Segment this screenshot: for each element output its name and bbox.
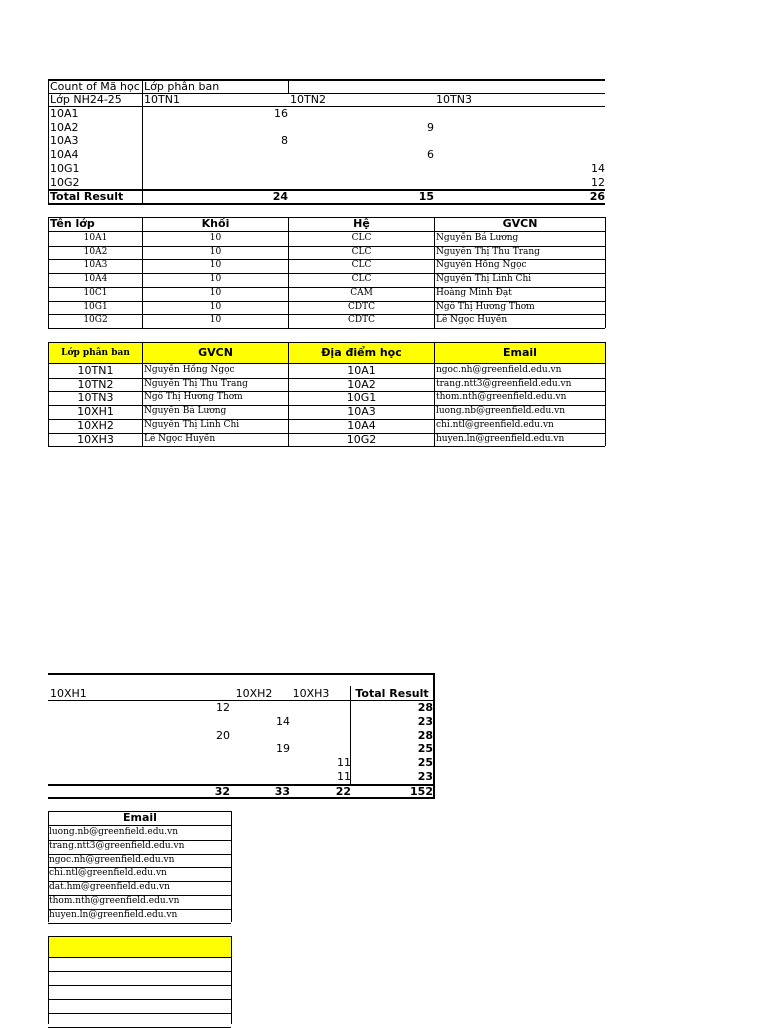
pivot1-row-label: 10A4 xyxy=(50,148,79,162)
pivot2-col-header: 10XH3 xyxy=(292,687,330,700)
electives-cell: 10A3 xyxy=(347,405,376,419)
pivot1-cell: 14 xyxy=(591,161,605,175)
pivot1-row-label: 10A3 xyxy=(50,134,79,148)
empty-table-header-fill xyxy=(48,936,231,957)
classes-cell: 10G1 xyxy=(83,301,108,312)
classes-cell: 10G2 xyxy=(83,315,108,326)
classes-cell: 10 xyxy=(209,246,222,257)
electives-cell: 10G1 xyxy=(346,391,377,405)
electives-cell: 10XH2 xyxy=(77,418,114,432)
email-list-item: dat.hm@greenfield.edu.vn xyxy=(49,882,170,893)
classes-cell: CDTC xyxy=(348,315,375,326)
electives-cell: 10XH1 xyxy=(77,405,114,419)
electives-cell: Nguyễn Bá Lương xyxy=(144,406,227,417)
electives-header: Lớp phân ban xyxy=(61,348,130,358)
pivot1-row-field: Lớp NH24-25 xyxy=(50,93,122,106)
classes-cell: CLC xyxy=(351,260,372,271)
pivot2-cell: 11 xyxy=(337,770,351,783)
classes-header: GVCN xyxy=(502,217,538,230)
classes-cell: Ngô Thị Hương Thơm xyxy=(436,301,535,312)
electives-cell: trang.ntt3@greenfield.edu.vn xyxy=(436,378,572,389)
pivot1-corner: Count of Mã học xyxy=(50,80,140,93)
classes-cell: 10A3 xyxy=(83,260,108,271)
pivot1-col-field: Lớp phân ban xyxy=(144,80,220,93)
classes-cell: 10A4 xyxy=(83,274,108,285)
pivot1-total: 26 xyxy=(589,190,605,203)
pivot2-total: 22 xyxy=(335,785,351,798)
electives-cell: Ngô Thị Hương Thơm xyxy=(144,392,243,403)
pivot1-total: 24 xyxy=(272,190,288,203)
pivot2-cell: 28 xyxy=(417,728,433,742)
pivot1-cell: 16 xyxy=(274,107,288,120)
pivot1-row-label: 10A1 xyxy=(50,107,79,120)
electives-cell: 10TN1 xyxy=(77,364,114,377)
classes-cell: 10 xyxy=(209,233,222,243)
electives-cell: 10A2 xyxy=(347,377,376,391)
pivot1-cell: 12 xyxy=(591,175,605,189)
email-list-item: thom.nth@greenfield.edu.vn xyxy=(49,896,180,906)
classes-cell: 10 xyxy=(209,315,222,326)
pivot2-col-header: 10XH1 xyxy=(50,687,87,700)
pivot2-cell: 11 xyxy=(337,756,351,770)
electives-cell: Lê Ngọc Huyền xyxy=(144,433,216,444)
classes-cell: 10A1 xyxy=(83,233,108,243)
empty-table-row-line xyxy=(48,971,231,972)
classes-cell: Nguyễn Thị Linh Chi xyxy=(436,274,532,285)
pivot2-cell: 25 xyxy=(417,742,433,756)
pivot2-total: 32 xyxy=(214,785,230,798)
electives-cell: 10A4 xyxy=(347,418,376,432)
pivot2-total: 33 xyxy=(274,785,290,798)
electives-cell: 10TN2 xyxy=(77,377,114,391)
electives-cell: Nguyễn Thị Thu Trang xyxy=(144,378,248,389)
electives-cell: 10A1 xyxy=(347,364,376,377)
pivot1-cell: 6 xyxy=(427,148,434,162)
pivot2-col-header: 10XH2 xyxy=(235,687,273,700)
electives-cell: chi.ntl@greenfield.edu.vn xyxy=(436,419,554,430)
classes-cell: Nguyễn Bá Lương xyxy=(436,233,519,243)
electives-header: Địa điểm học xyxy=(321,346,402,359)
pivot2-cell: 28 xyxy=(417,701,433,714)
electives-cell: 10TN3 xyxy=(77,391,114,405)
electives-cell: 10G2 xyxy=(346,432,377,446)
pivot1-col-header: 10TN3 xyxy=(436,93,472,106)
empty-table-row-line xyxy=(48,1013,231,1014)
pivot2-cell: 23 xyxy=(417,770,433,783)
electives-cell: Nguyễn Hồng Ngọc xyxy=(144,365,235,375)
email-list-item: trang.ntt3@greenfield.edu.vn xyxy=(49,840,185,851)
classes-cell: 10A2 xyxy=(83,246,108,257)
pivot2-cell: 14 xyxy=(276,714,290,728)
electives-cell: luong.nb@greenfield.edu.vn xyxy=(436,406,566,417)
pivot1-total-label: Total Result xyxy=(50,190,124,203)
classes-cell: CAM xyxy=(350,287,373,298)
pivot2-cell: 25 xyxy=(417,756,433,770)
pivot1-total: 15 xyxy=(418,190,434,203)
email-list-item: ngoc.nh@greenfield.edu.vn xyxy=(49,854,175,865)
electives-header: GVCN xyxy=(198,346,233,359)
pivot2-col-header: Total Result xyxy=(355,687,429,700)
classes-cell: 10C1 xyxy=(83,287,108,298)
classes-header: Khối xyxy=(201,217,230,230)
classes-cell: Nguyễn Thị Thu Trang xyxy=(436,246,540,257)
classes-cell: CDTC xyxy=(348,301,375,312)
classes-cell: 10 xyxy=(209,301,222,312)
classes-header: Tên lớp xyxy=(50,217,95,230)
classes-cell: CLC xyxy=(351,274,372,285)
empty-table-row-line xyxy=(48,985,231,986)
electives-cell: ngoc.nh@greenfield.edu.vn xyxy=(436,365,562,375)
electives-header: Email xyxy=(503,346,537,359)
pivot1-col-header: 10TN1 xyxy=(144,93,180,106)
pivot1-cell: 9 xyxy=(427,120,434,134)
email-list-item: chi.ntl@greenfield.edu.vn xyxy=(49,868,167,879)
pivot1-row-label: 10G1 xyxy=(50,161,80,175)
electives-cell: huyen.ln@greenfield.edu.vn xyxy=(436,433,565,444)
email-list-header: Email xyxy=(123,811,157,824)
pivot2-cell: 19 xyxy=(276,742,290,756)
electives-cell: 10XH3 xyxy=(77,432,114,446)
classes-cell: 10 xyxy=(209,287,222,298)
electives-cell: Nguyễn Thị Linh Chi xyxy=(144,419,240,430)
pivot2-cell: 12 xyxy=(216,701,230,714)
email-list-item: luong.nb@greenfield.edu.vn xyxy=(49,827,179,837)
email-list-item: huyen.ln@greenfield.edu.vn xyxy=(49,909,178,920)
classes-cell: Hoàng Minh Đạt xyxy=(436,287,512,298)
classes-cell: CLC xyxy=(351,246,372,257)
classes-cell: 10 xyxy=(209,274,222,285)
pivot2-total: 152 xyxy=(410,785,433,798)
pivot1-row-label: 10G2 xyxy=(50,175,80,189)
classes-cell: Lê Ngọc Huyền xyxy=(436,315,508,326)
empty-table-row-line xyxy=(48,999,231,1000)
classes-cell: Nguyễn Hồng Ngọc xyxy=(436,260,527,271)
classes-cell: 10 xyxy=(209,260,222,271)
pivot2-cell: 23 xyxy=(417,714,433,728)
pivot2-cell: 20 xyxy=(216,728,230,742)
electives-cell: thom.nth@greenfield.edu.vn xyxy=(436,392,567,403)
pivot1-row-label: 10A2 xyxy=(50,120,79,134)
pivot1-col-header: 10TN2 xyxy=(290,93,326,106)
classes-cell: CLC xyxy=(351,233,372,243)
classes-header: Hệ xyxy=(353,217,370,230)
pivot1-cell: 8 xyxy=(281,134,288,148)
